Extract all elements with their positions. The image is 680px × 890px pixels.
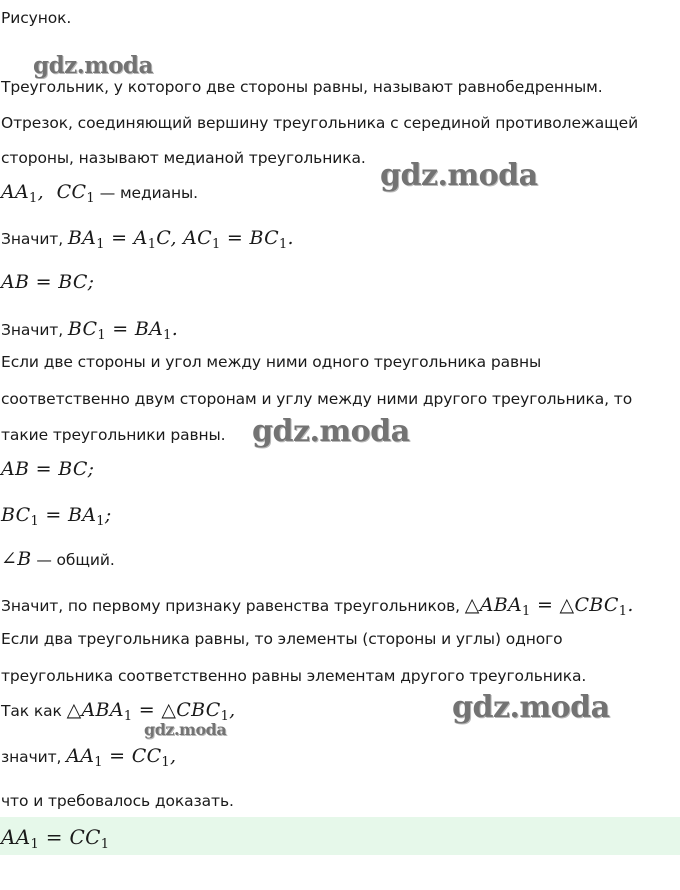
since-prefix: Так как bbox=[1, 702, 67, 720]
sides-equal-2 bbox=[1, 458, 94, 480]
answer-formula: $AA_1 = CC_1$ bbox=[1, 825, 110, 852]
answer-box bbox=[0, 817, 680, 855]
watermark-logo: gdz.moda bbox=[144, 720, 227, 739]
conclusion-prefix: Значит, bbox=[1, 321, 68, 339]
conclusion-prefix: Значит, bbox=[1, 230, 68, 248]
medians-statement bbox=[1, 181, 198, 206]
watermark-logo: gdz.moda bbox=[380, 158, 538, 193]
math-bc1-ba1-2: $BC_1 = BA_1$; bbox=[1, 504, 112, 529]
sas-criterion-line1: Если две стороны и угол между ними одного треугольника равны bbox=[1, 353, 542, 371]
math-bc1-ba1: $BC_1 = BA_1$. bbox=[67, 318, 179, 343]
definition-median-line1: Отрезок, соединяющий вершину треугольника с серединой противолежащей bbox=[1, 114, 639, 132]
qed-text: что и требовалось доказать. bbox=[1, 792, 234, 810]
figure-label: Рисунок. bbox=[1, 9, 72, 27]
therefore-statement bbox=[1, 745, 177, 770]
sides-equal bbox=[1, 271, 94, 293]
math-triangles-equal-2: $\triangle ABA_1$ = $\triangle CBC_1$, bbox=[66, 699, 236, 724]
conclusion-prefix: Значит, по первому признаку равенства треугольников, bbox=[1, 597, 465, 615]
math-medians: $AA_1$, $CC_1$ bbox=[1, 181, 95, 206]
sas-criterion-line2: соответственно двум сторонам и углу между ними другого треугольника, то bbox=[1, 390, 633, 408]
midpoint-conclusion bbox=[1, 227, 294, 252]
common-angle-text: — общий. bbox=[31, 551, 115, 569]
since-statement bbox=[1, 699, 236, 724]
triangles-equal-conclusion bbox=[1, 594, 634, 619]
watermark-logo: gdz.moda bbox=[252, 414, 410, 449]
definition-median-line2: стороны, называют медианой треугольника. bbox=[1, 149, 366, 167]
definition-isosceles: Треугольник, у которого две стороны равны, называют равнобедренным. bbox=[1, 78, 603, 96]
half-sides-equal bbox=[1, 504, 112, 529]
sas-criterion-line3: такие треугольники равны. bbox=[1, 426, 226, 444]
watermark-logo: gdz.moda bbox=[452, 690, 610, 725]
math-ab-bc: AB = BC; bbox=[1, 271, 95, 293]
half-sides-conclusion bbox=[1, 318, 179, 343]
medians-text: — медианы. bbox=[94, 184, 198, 202]
therefore-prefix: значит, bbox=[1, 748, 67, 766]
math-triangles-equal: $\triangle ABA_1$ = $\triangle CBC_1$. bbox=[464, 594, 634, 619]
math-angle-b: ∠B bbox=[1, 548, 32, 570]
math-aa1-cc1: $AA_1 = CC_1$, bbox=[66, 745, 177, 770]
math-midpoints: $BA_1 = A_1C$, $AC_1 = BC_1$. bbox=[67, 227, 294, 252]
equal-triangles-property-line1: Если два треугольника равны, то элементы (стороны и углы) одного bbox=[1, 630, 563, 648]
math-ab-bc-2: AB = BC; bbox=[1, 458, 95, 480]
watermark-logo: gdz.moda bbox=[33, 52, 153, 79]
equal-triangles-property-line2: треугольника соответственно равны элементам другого треугольника. bbox=[1, 667, 587, 685]
common-angle bbox=[1, 548, 115, 570]
